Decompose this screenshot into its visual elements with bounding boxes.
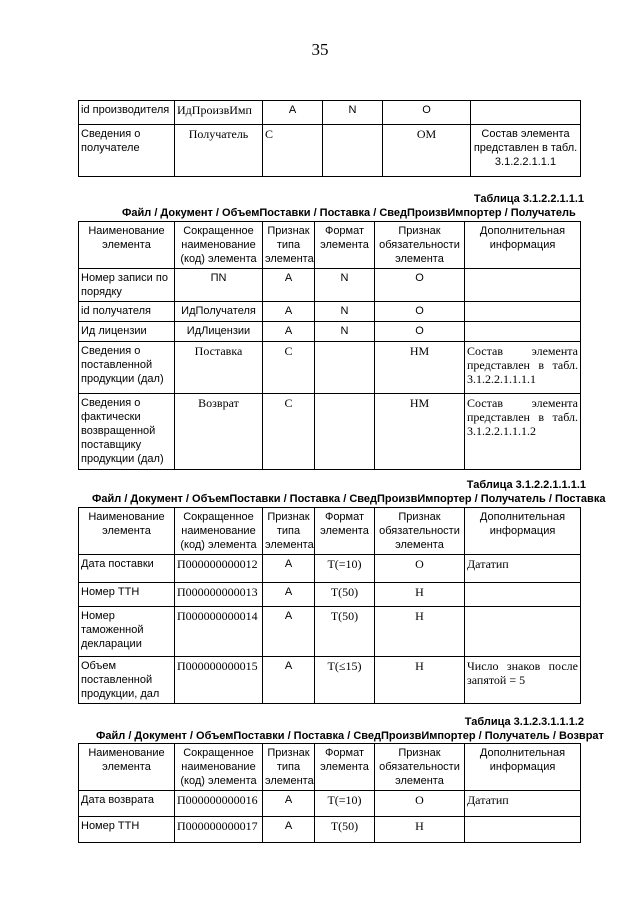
table-row (79, 817, 581, 843)
table-delivery (78, 507, 581, 704)
header-info: Дополнительная информация (465, 744, 581, 791)
cell-required: НМ (375, 342, 465, 394)
header-format: Формат элемента (315, 744, 375, 791)
table-path: Файл / Документ / ОбъемПоставки / Поставка / СведПроизвИмпортер / Получатель / Поставка (92, 493, 606, 505)
table-header (79, 508, 581, 555)
cell-name: Сведения о поставленной продукции (дал) (79, 342, 175, 394)
cell-required: O (383, 101, 471, 125)
cell-required: О (375, 555, 465, 583)
cell-name: id производителя (79, 101, 175, 125)
cell-format (315, 342, 375, 394)
header-code: Сокращенное наименование (код) элемента (175, 222, 263, 269)
table-row (79, 791, 581, 817)
cell-code: П000000000012 (175, 555, 263, 583)
cell-type: A (263, 302, 315, 322)
cell-format: N (315, 322, 375, 342)
cell-type: С (263, 342, 315, 394)
header-type: Признак типа элемента (263, 744, 315, 791)
cell-type: A (263, 322, 315, 342)
cell-format: Т(≤15) (315, 657, 375, 704)
header-code: Сокращенное наименование (код) элемента (175, 508, 263, 555)
cell-format: Т(=10) (315, 791, 375, 817)
table-path: Файл / Документ / ОбъемПоставки / Поставка / СведПроизвИмпортер / Получатель (122, 207, 576, 219)
header-info: Дополнительная информация (465, 508, 581, 555)
table-caption: Таблица 3.1.2.2.1.1.1 (473, 193, 584, 205)
table-caption: Таблица 3.1.2.2.1.1.1.1 (466, 479, 586, 491)
cell-info (471, 101, 581, 125)
cell-type: A (263, 817, 315, 843)
cell-info: Состав элемента представлен в табл. 3.1.2.2.1.1.1.1 (465, 342, 581, 394)
cell-type: A (263, 607, 315, 657)
cell-code: П000000000014 (175, 607, 263, 657)
cell-name: Номер ТТН (79, 583, 175, 607)
header-format: Формат элемента (315, 508, 375, 555)
cell-format: N (315, 302, 375, 322)
cell-type: A (263, 791, 315, 817)
cell-format: N (315, 269, 375, 302)
cell-required: О (375, 791, 465, 817)
cell-required: ОМ (383, 125, 471, 177)
cell-info (465, 583, 581, 607)
cell-format: Т(50) (315, 607, 375, 657)
cell-name: Номер записи по порядку (79, 269, 175, 302)
table-header (79, 744, 581, 791)
table-row (79, 555, 581, 583)
cell-info: Дататип (465, 555, 581, 583)
table-row (79, 394, 581, 470)
cell-required: O (375, 269, 465, 302)
cell-name: Сведения о получателе (79, 125, 175, 177)
cell-required: Н (375, 583, 465, 607)
cell-info (465, 269, 581, 302)
table-row (79, 607, 581, 657)
cell-info: Число знаков после запятой = 5 (465, 657, 581, 704)
cell-required: Н (375, 657, 465, 704)
header-info: Дополнительная информация (465, 222, 581, 269)
cell-name: Ид лицензии (79, 322, 175, 342)
cell-name: id получателя (79, 302, 175, 322)
cell-code: П000000000015 (175, 657, 263, 704)
cell-type: С (263, 125, 323, 177)
header-name: Наименование элемента (79, 508, 175, 555)
cell-info: Дататип (465, 791, 581, 817)
cell-info (465, 322, 581, 342)
cell-name: Номер таможенной декларации (79, 607, 175, 657)
cell-name: Дата возврата (79, 791, 175, 817)
cell-name: Дата поставки (79, 555, 175, 583)
cell-info: Состав элемента представлен в табл. 3.1.2.2.1.1.1 (471, 125, 581, 177)
cell-required: Н (375, 607, 465, 657)
cell-code: Возврат (175, 394, 263, 470)
table-return (78, 743, 581, 843)
header-required: Признак обязательности элемента (375, 744, 465, 791)
header-type: Признак типа элемента (263, 508, 315, 555)
header-code: Сокращенное наименование (код) элемента (175, 744, 263, 791)
cell-name: Номер ТТН (79, 817, 175, 843)
cell-required: Н (375, 817, 465, 843)
table-row (79, 322, 581, 342)
cell-format: Т(50) (315, 583, 375, 607)
cell-info (465, 607, 581, 657)
table-recipient (78, 221, 581, 470)
table-row (79, 342, 581, 394)
header-name: Наименование элемента (79, 222, 175, 269)
table-row (79, 657, 581, 704)
cell-code: П000000000017 (175, 817, 263, 843)
header-format: Формат элемента (315, 222, 375, 269)
cell-format (323, 125, 383, 177)
cell-format: Т(=10) (315, 555, 375, 583)
table-row (79, 302, 581, 322)
table-path: Файл / Документ / ОбъемПоставки / Поставка / СведПроизвИмпортер / Получатель / Возврат (96, 730, 604, 742)
header-required: Признак обязательности элемента (375, 508, 465, 555)
cell-code: ИдПолучателя (175, 302, 263, 322)
cell-format (315, 394, 375, 470)
table-caption: Таблица 3.1.2.3.1.1.1.2 (464, 716, 584, 728)
cell-info (465, 302, 581, 322)
table-continuation (78, 100, 581, 177)
cell-type: A (263, 657, 315, 704)
cell-required: НМ (375, 394, 465, 470)
table-row (79, 269, 581, 302)
header-required: Признак обязательности элемента (375, 222, 465, 269)
cell-type: A (263, 269, 315, 302)
cell-type: A (263, 583, 315, 607)
header-name: Наименование элемента (79, 744, 175, 791)
cell-code: П000000000013 (175, 583, 263, 607)
cell-type: A (263, 101, 323, 125)
table-row (79, 583, 581, 607)
cell-code: Поставка (175, 342, 263, 394)
page-number: 35 (311, 40, 329, 59)
table-row (79, 125, 581, 177)
table-header (79, 222, 581, 269)
cell-code: П000000000016 (175, 791, 263, 817)
cell-format: Т(50) (315, 817, 375, 843)
cell-info: Состав элемента представлен в табл. 3.1.2.2.1.1.1.2 (465, 394, 581, 470)
table-row (79, 101, 581, 125)
cell-name: Сведения о фактически возвращенной поставщику продукции (дал) (79, 394, 175, 470)
header-type: Признак типа элемента (263, 222, 315, 269)
cell-required: O (375, 302, 465, 322)
cell-type: A (263, 555, 315, 583)
cell-required: O (375, 322, 465, 342)
cell-name: Объем поставленной продукции, дал (79, 657, 175, 704)
cell-info (465, 817, 581, 843)
cell-code: ПN (175, 269, 263, 302)
cell-type: С (263, 394, 315, 470)
cell-code: ИдПроизвИмп (175, 101, 263, 125)
cell-code: Получатель (175, 125, 263, 177)
cell-code: ИдЛицензии (175, 322, 263, 342)
cell-format: N (323, 101, 383, 125)
